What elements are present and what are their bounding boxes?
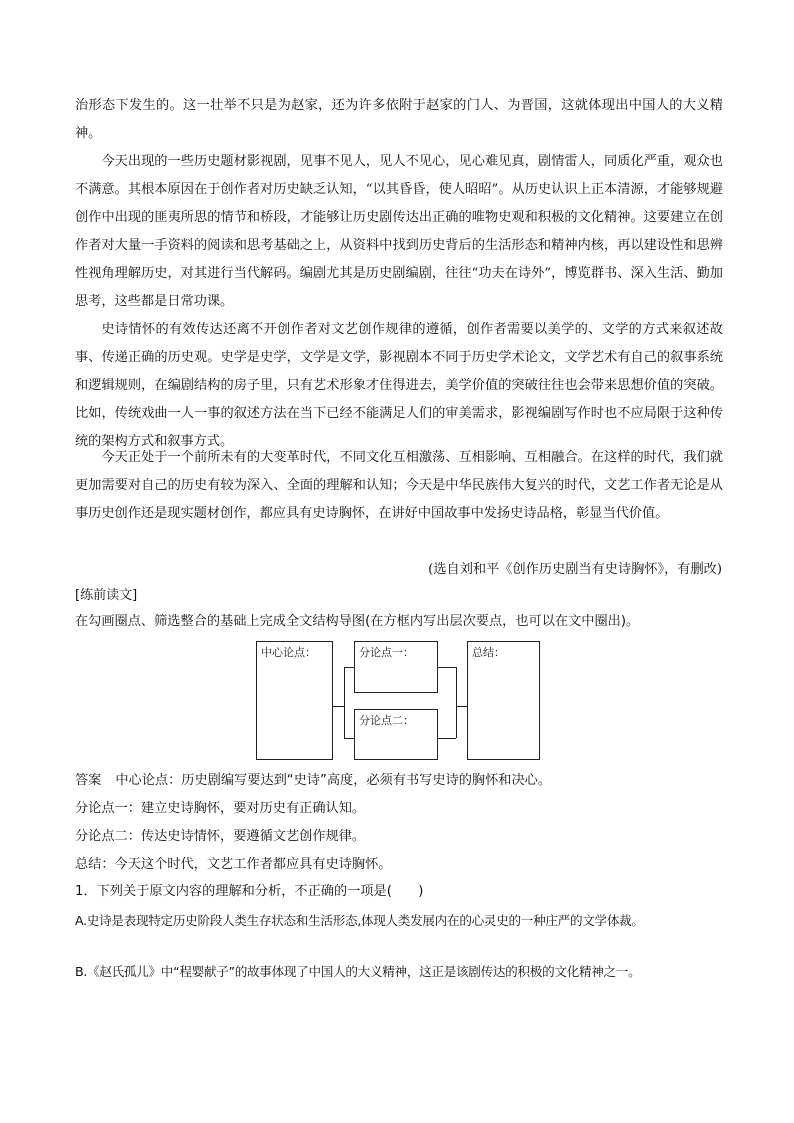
source-citation: (选自刘和平《创作历史剧当有史诗胸怀》，有删改) [428,562,722,577]
center-argument-label: 中心论点： [261,646,316,659]
connector-line [438,667,456,668]
sub-argument-2-label: 分论点二： [359,714,414,727]
sub-argument-1-box [354,641,438,693]
connector-line [333,706,344,707]
connector-line [344,667,345,738]
essay-paragraph-2: 今天出现的一些历史题材影视剧，见事不见人，见人不见心，见心难见真，剧情雷人，同质化严重，观众也不满意。其根本原因在于创作者对历史缺乏认知，“以其昏昏，使人昭昭”。从历史认识上正本清源，才能够规避创作中出现的匪夷所思的情节和桥段，才能够让历史剧传达出正确的唯物史观和积极的文化精神。这要建立在创作者对大量一手资料的阅读和思考基础之上，从资料中找到历史背后的生活形态和精神内核，再以建设性和思辨性视角理解历史，对其进行当代解码。编剧尤其是历史剧编剧，往往“功夫在诗外”，博览群书、深入生活、勤加思考，这些都是日常功课。 [75,154,723,309]
connector-line [344,667,354,668]
answer-center-argument: 中心论点：历史剧编写要达到“史诗”高度，必须有书写史诗的胸怀和决心。 [115,773,552,788]
option-a: A.史诗是表现特定历史阶段人类生存状态和生活形态,体现人类发展内在的心灵史的一种庄严的文学体裁。 [75,913,644,928]
essay-paragraph-3: 史诗情怀的有效传达还离不开创作者对文艺创作规律的遵循，创作者需要以美学的、文学的方式来叙述故事、传递正确的历史观。史学是史学，文学是文学，影视剧本不同于历史学术论文，文学艺术有自己的叙事系统和逻辑规则，在编剧结构的房子里，只有艺术形象才住得进去，美学价值的突破往往也会带来思想价值的突破。比如，传统戏曲一人一事的叙述方法在当下已经不能满足人们的审美需求，影视编剧写作时也不应局限于这种传统的架构方式和叙事方式。 [75,322,723,449]
option-b: B.《赵氏孤儿》中“程婴献子”的故事体现了中国人的大义精神，这正是该剧传达的积极的文化精神之一。 [75,964,641,979]
connector-line [438,738,456,739]
answer-line-3: 分论点二：传达史诗情怀，要遵循文艺创作规律。 [75,829,366,844]
essay-paragraph-4: 今天正处于一个前所未有的大变革时代，不同文化互相激荡、互相影响、互相融合。在这样的时代，我们就更加需要对自己的历史有较为深入、全面的理解和认知；今天是中华民族伟大复兴的时代，文艺工作者无论是从事历史创作还是现实题材创作，都应具有史诗胸怀，在讲好中国故事中发扬史诗品格，彰显当代价值。 [75,450,723,521]
sub-argument-2-box [354,709,438,760]
summary-box [467,641,540,760]
answer-line-2: 分论点一：建立史诗胸怀，要对历史有正确认知。 [75,801,366,816]
center-argument-box [256,641,333,760]
section-heading: [练前读文] [75,588,138,603]
sub-argument-1-label: 分论点一： [359,646,414,659]
essay-paragraph-1-end: 治形态下发生的。这一壮举不只是为赵家，还为许多依附于赵家的门人、为晋国，这就体现出中国人的大义精神。 [75,98,723,141]
instruction-text: 在勾画圈点、筛选整合的基础上完成全文结构导图(在方框内写出层次要点，也可以在文中圈出)。 [75,614,640,629]
connector-line [456,667,457,738]
answer-line-1 [75,771,735,791]
connector-line [344,738,354,739]
summary-label: 总结： [472,646,505,659]
connector-line [456,706,467,707]
question-stem: 1．下列关于原文内容的理解和分析，不正确的一项是( ) [75,884,424,899]
answer-lead: 答案 [75,773,102,788]
answer-line-4: 总结：今天这个时代，文艺工作者都应具有史诗胸怀。 [75,857,392,872]
